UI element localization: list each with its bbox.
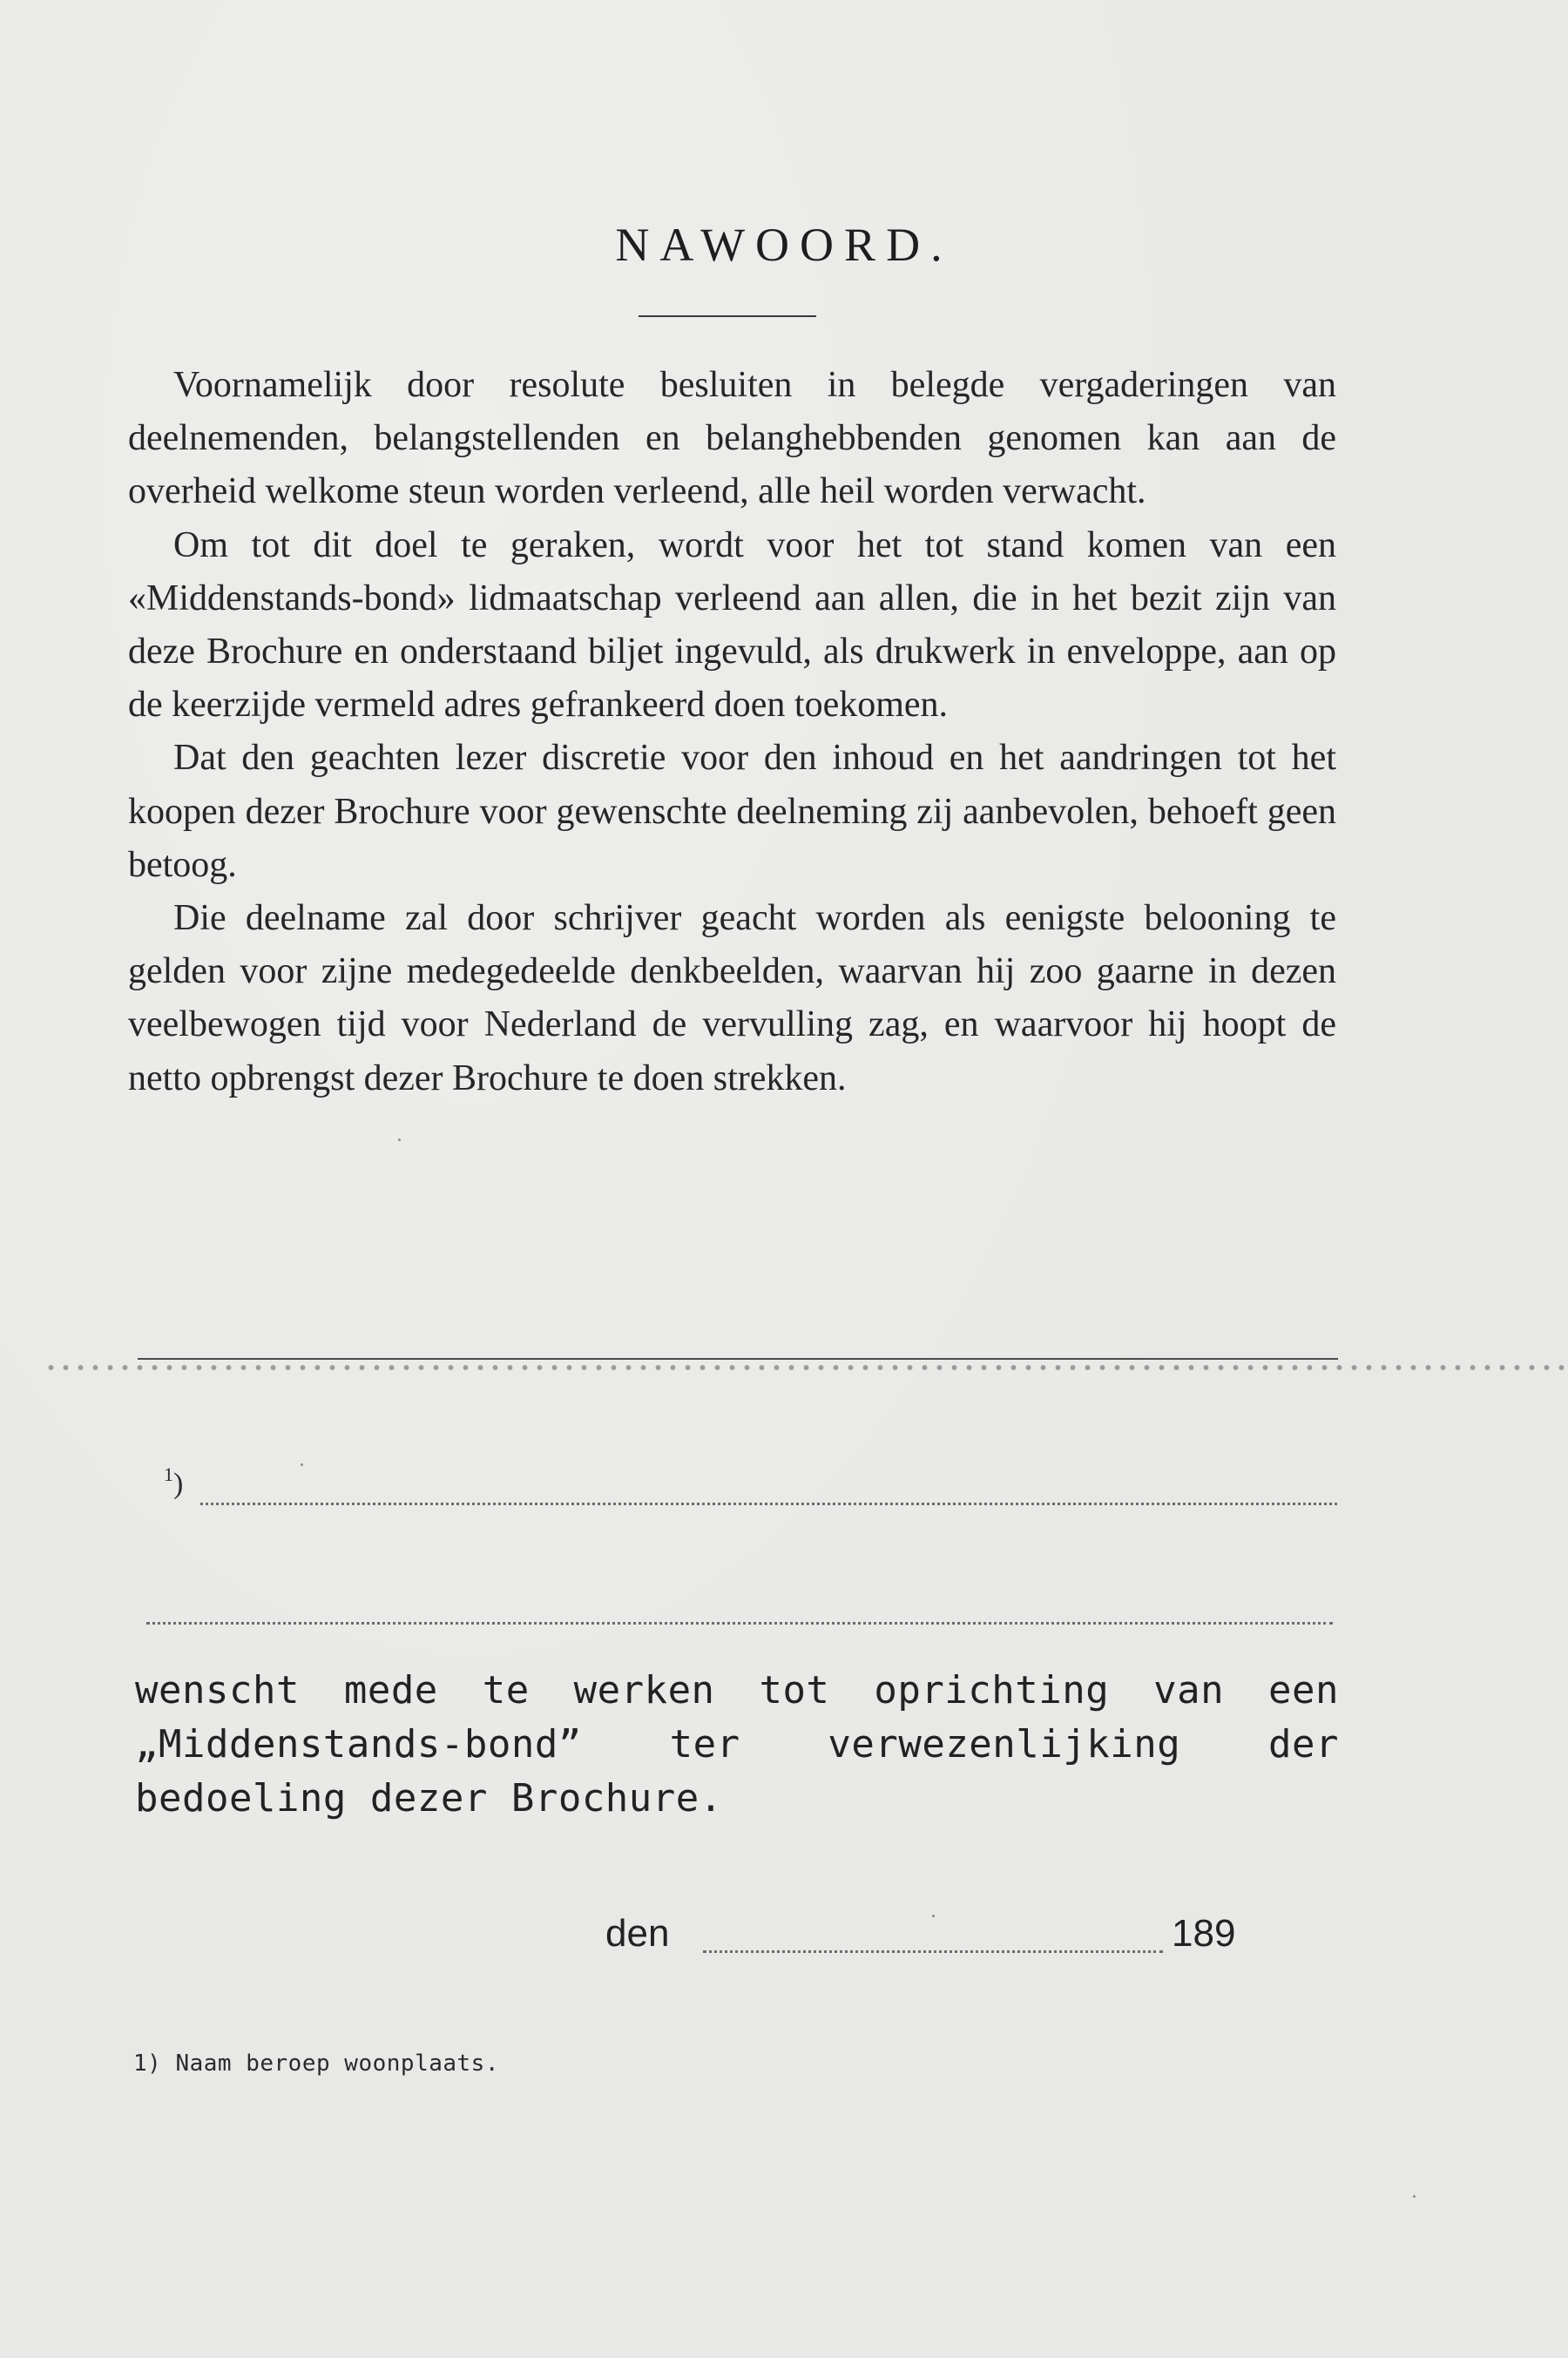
afterword-body xyxy=(128,359,1336,1105)
paragraph-2: Om tot dit doel te geraken, wordt voor het tot stand komen van een «Middenstands-bond» lidmaatschap verleend aan allen, die in het bezit zijn van deze Brochure en onderstaand biljet ingevuld, als drukwerk in enveloppe, aan op de keerzijde vermeld adres gefrankeerd doen toekomen. xyxy=(128,524,1336,726)
date-field-line[interactable] xyxy=(703,1950,1163,1953)
date-year: 189 xyxy=(1172,1912,1236,1955)
paragraph-4: Die deelname zal door schrijver geacht worden als eenigste belooning te gelden voor zijne medegedeelde denkbeelden, waarvan hij zoo gaarne in dezen veelbewogen tijd voor Nederland de vervulling zag, en waarvoor hij hoopt de netto opbrengst dezer Brochure te doen strekken. xyxy=(128,898,1336,1098)
footnote-ref-number: 1 xyxy=(164,1463,173,1485)
paper-speck xyxy=(301,1463,303,1466)
paragraph-3: Dat den geachten lezer discretie voor den inhoud en het aandringen tot het koopen dezer Brochure voor gewenschte deelneming zij aanbevolen, behoeft geen betoog. xyxy=(128,738,1336,885)
paper-speck xyxy=(932,1915,935,1917)
paper-speck xyxy=(398,1138,401,1141)
cut-line-rule xyxy=(138,1358,1338,1360)
perforation-line xyxy=(44,1364,1568,1371)
paper-speck xyxy=(1413,2195,1416,2198)
address-field-line[interactable] xyxy=(146,1622,1333,1625)
date-prefix: den xyxy=(605,1912,670,1955)
page-title: NAWOORD. xyxy=(615,219,953,271)
footnote-reference xyxy=(164,1463,183,1501)
paragraph-1: Voornamelijk door resolute besluiten in belegde vergaderingen van deelnemenden, belangstellenden en belanghebbenden genomen kan aan de overheid welkome steun worden verleend, alle heil worden verwacht. xyxy=(128,365,1336,512)
title-divider xyxy=(639,315,816,317)
name-field-line[interactable] xyxy=(200,1503,1337,1505)
footnote-text: 1) Naam beroep woonplaats. xyxy=(133,2051,499,2077)
date-line xyxy=(605,1912,1250,1964)
membership-statement: wenscht mede te werken tot oprichting van een „Middenstands-bond” ter verwezenlijking der bedoeling dezer Brochure. xyxy=(135,1668,1339,1821)
footnote-ref-paren: ) xyxy=(173,1468,184,1500)
